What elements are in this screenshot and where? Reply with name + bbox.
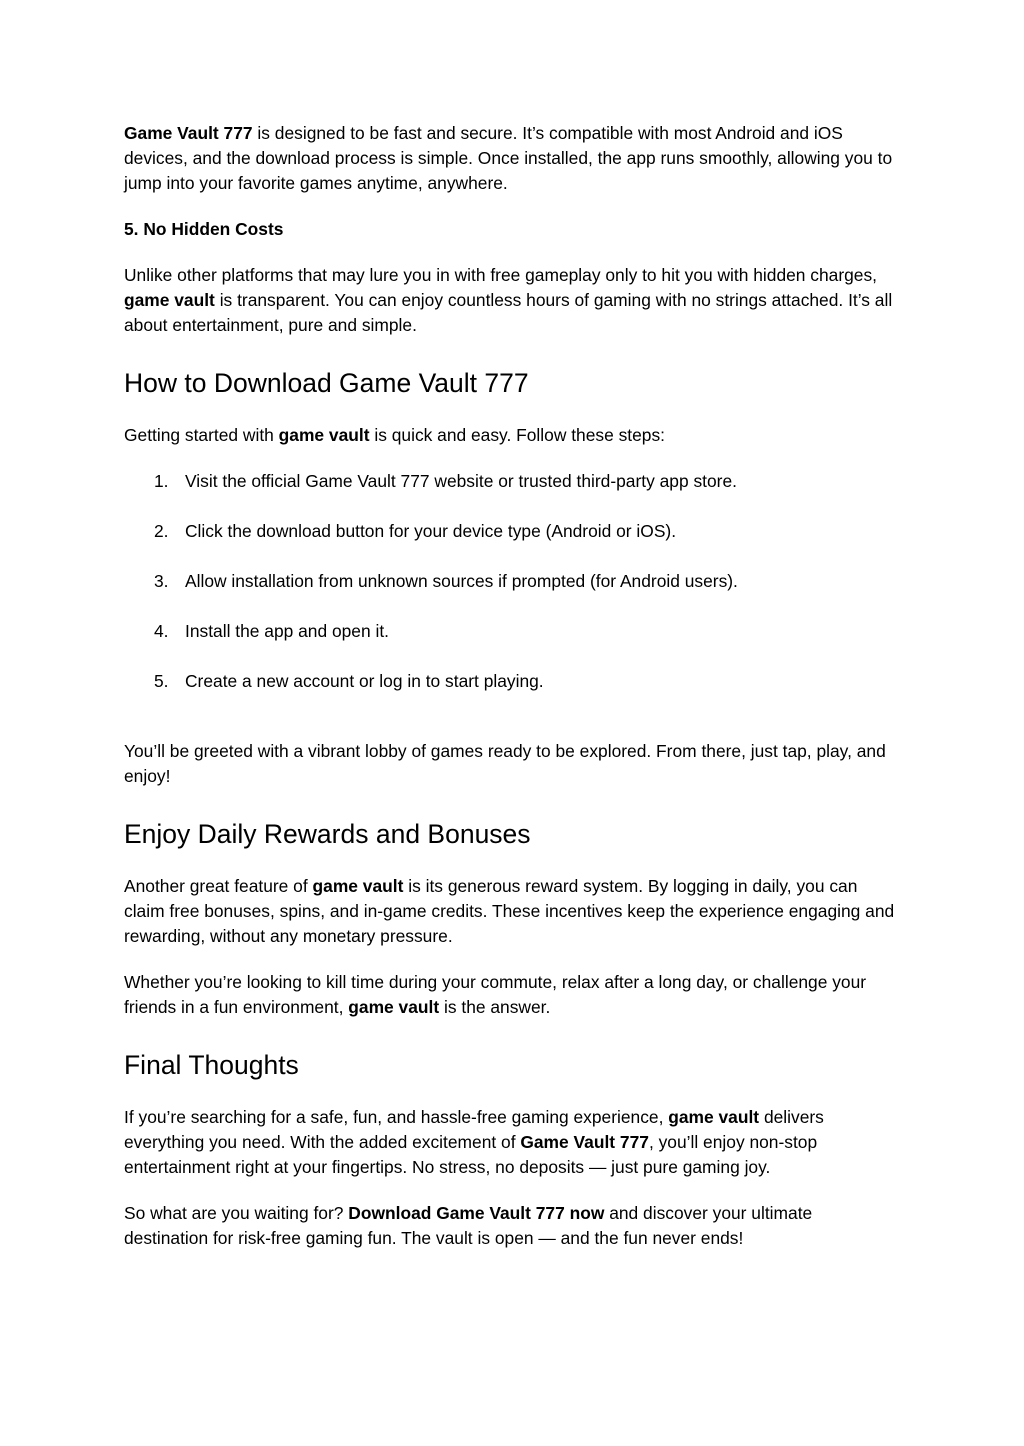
rewards-paragraph-1 — [124, 874, 896, 949]
final-paragraph-2 — [124, 1201, 896, 1251]
intro-paragraph-2 — [124, 263, 896, 338]
list-item — [124, 669, 896, 694]
paragraph-text: Another great feature of — [124, 876, 313, 896]
list-item — [124, 619, 896, 644]
list-item-text: Create a new account or log in to start playing. — [185, 671, 544, 691]
download-outro-paragraph: You’ll be greeted with a vibrant lobby of games ready to be explored. From there, just tap, play, and enjoy! — [124, 741, 886, 786]
list-item — [124, 469, 896, 494]
keyword-bold: game vault — [668, 1107, 760, 1127]
list-item-text: Install the app and open it. — [185, 621, 390, 641]
list-item-number: 4. — [154, 621, 169, 641]
list-item-number: 2. — [154, 521, 169, 541]
keyword-bold: game vault — [348, 997, 440, 1017]
heading-daily-rewards: Enjoy Daily Rewards and Bonuses — [124, 819, 531, 849]
paragraph-text: is the answer. — [439, 997, 551, 1017]
final-paragraph-1 — [124, 1105, 896, 1180]
paragraph-text: is transparent. You can enjoy countless hours of gaming with no strings attached. It’s all about entertainment, pure and simple. — [124, 290, 893, 335]
paragraph-text: Unlike other platforms that may lure you in with free gameplay only to hit you with hidden charges, — [124, 265, 878, 285]
paragraph-text: is designed to be fast and secure. It’s compatible with most Android and iOS devices, and the download process is simple. Once installed, the app runs smoothly, allowing you to jump into your favorite games anytime, anywhere. — [124, 123, 893, 193]
brand-name-bold: Game Vault 777 — [124, 123, 253, 143]
list-item-number: 5. — [154, 671, 169, 691]
intro-paragraph-1 — [124, 121, 896, 196]
list-item-text: Visit the official Game Vault 777 website or trusted third-party app store. — [185, 471, 737, 491]
paragraph-text: So what are you waiting for? — [124, 1203, 349, 1223]
paragraph-text: is quick and easy. Follow these steps: — [369, 425, 665, 445]
paragraph-text: If you’re searching for a safe, fun, and hassle-free gaming experience, — [124, 1107, 669, 1127]
subheading-no-hidden-costs: 5. No Hidden Costs — [124, 219, 284, 239]
keyword-bold: game vault — [312, 876, 404, 896]
list-item-text: Allow installation from unknown sources if prompted (for Android users). — [185, 571, 738, 591]
list-item-number: 3. — [154, 571, 169, 591]
keyword-bold: game vault — [124, 290, 215, 310]
keyword-bold: game vault — [278, 425, 370, 445]
paragraph-text: Whether you’re looking to kill time during your commute, relax after a long day, or challenge your friends in a fun environment, — [124, 972, 867, 1017]
list-item — [124, 519, 896, 544]
heading-final-thoughts: Final Thoughts — [124, 1050, 299, 1080]
rewards-paragraph-2 — [124, 970, 896, 1020]
call-to-action-bold: Download Game Vault 777 now — [348, 1203, 605, 1223]
list-item-number: 1. — [154, 471, 169, 491]
paragraph-text: and discover your ultimate destination for risk-free gaming fun. The vault is open — and the fun never ends! — [124, 1203, 813, 1248]
paragraph-text: delivers everything you need. With the added excitement of — [124, 1107, 824, 1152]
download-steps-list — [124, 469, 896, 694]
paragraph-text: is its generous reward system. By logging in daily, you can claim free bonuses, spins, and in-game credits. These incentives keep the experience engaging and rewarding, without any monetary pressure. — [124, 876, 895, 946]
heading-how-to-download: How to Download Game Vault 777 — [124, 368, 529, 398]
list-item — [124, 569, 896, 594]
document-page — [124, 121, 896, 1251]
paragraph-text: , you’ll enjoy non-stop entertainment right at your fingertips. No stress, no deposits — just pure gaming joy. — [124, 1132, 818, 1177]
paragraph-text: Getting started with — [124, 425, 279, 445]
download-intro-paragraph — [124, 423, 896, 448]
brand-name-bold: Game Vault 777 — [520, 1132, 649, 1152]
list-item-text: Click the download button for your device type (Android or iOS). — [185, 521, 677, 541]
